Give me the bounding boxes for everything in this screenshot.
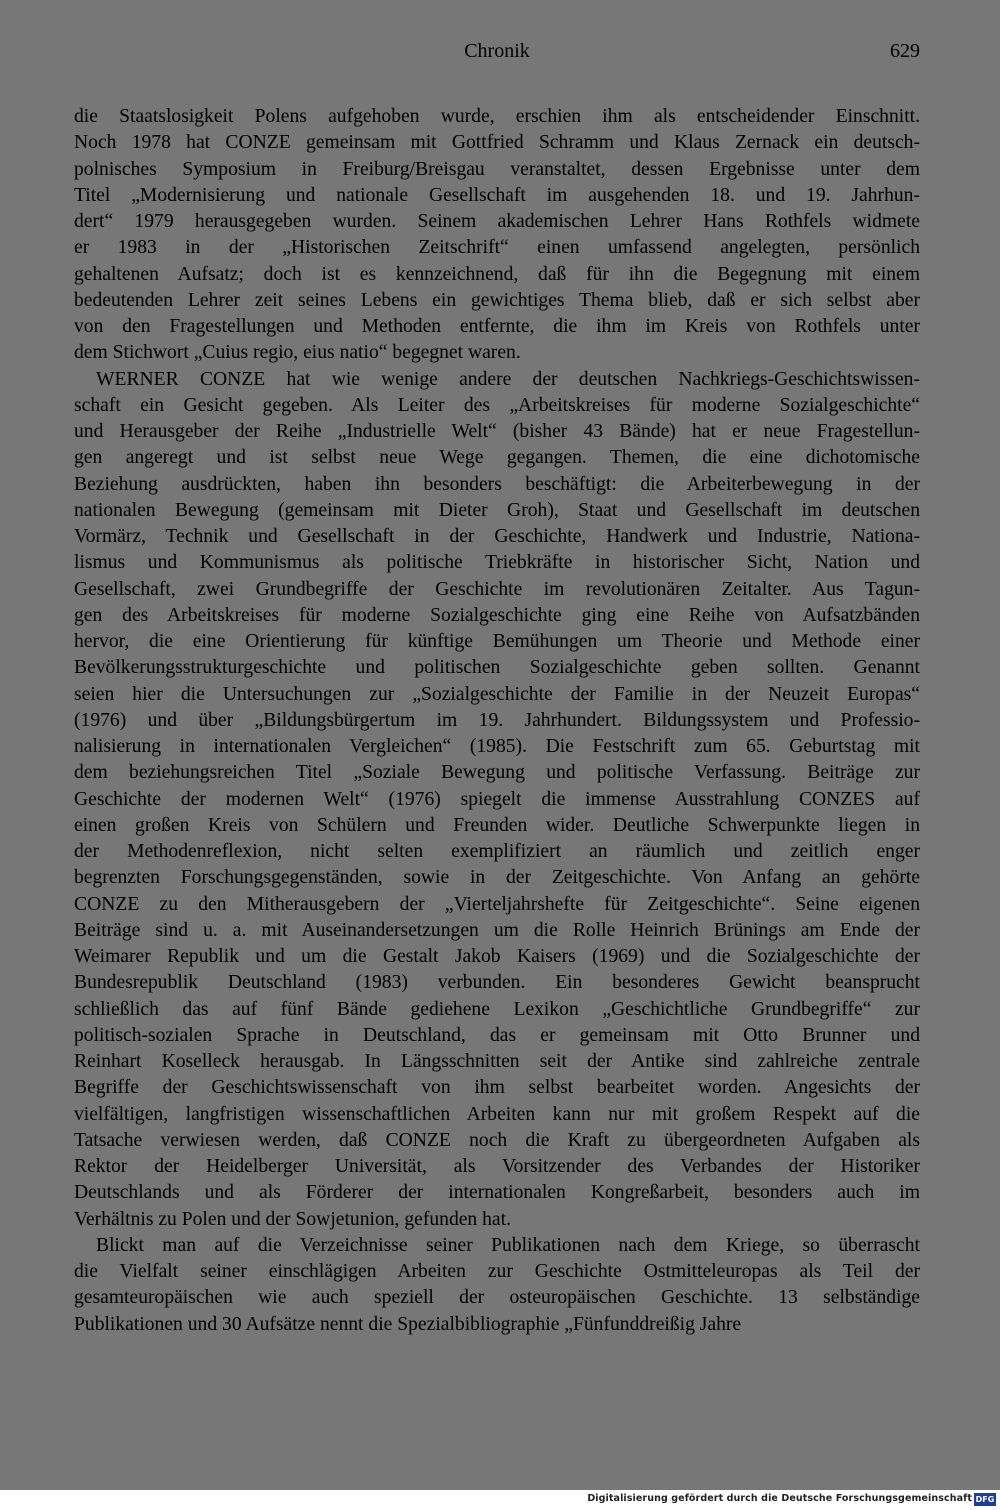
text-line: Titel „Modernisierung und nationale Gesellschaft im ausgehenden 18. und 19. Jahrhun-	[74, 184, 920, 206]
text-line: Reinhart Koselleck herausgab. In Längsschnitten seit der Antike sind zahlreiche zentrale	[74, 1051, 920, 1072]
text-line: schließlich das auf fünf Bände gediehene Lexikon „Geschichtliche Grundbegriffe“ zur	[74, 998, 920, 1020]
text-line: politisch-sozialen Sprache in Deutschland, das er gemeinsam mit Otto Brunner und	[74, 1024, 920, 1046]
text-line: von den Fragestellungen und Methoden entfernte, die ihm im Kreis von Rothfels unter	[74, 316, 920, 337]
text-line: er 1983 in der „Historischen Zeitschrift“ einen umfassend angelegten, persönlich	[74, 237, 920, 259]
text-line: Bundesrepublik Deutschland (1983) verbunden. Ein besonderes Gewicht beansprucht	[74, 972, 920, 994]
text-line: vielfältigen, langfristigen wissenschaftlichen Arbeiten kann nur mit großem Respekt auf die	[74, 1103, 920, 1125]
page-number: 629	[890, 40, 920, 62]
text-line: und Herausgeber der Reihe „Industrielle Welt“ (bisher 43 Bände) hat er neue Fragestellun-	[74, 421, 920, 442]
text-line: Deutschlands und als Förderer der internationalen Kongreßarbeit, besonders auch im	[74, 1182, 920, 1204]
text-line: Noch 1978 hat CONZE gemeinsam mit Gottfried Schramm und Klaus Zernack ein deutsch-	[74, 132, 920, 154]
text-line: Verhältnis zu Polen und der Sowjetunion, gefunden hat.	[74, 1208, 511, 1230]
text-line: nationalen Bewegung (gemeinsam mit Dieter Groh), Staat und Gesellschaft im deutschen	[74, 499, 920, 521]
digitization-footer	[0, 1490, 1000, 1510]
text-line: Weimarer Republik und um die Gestalt Jakob Kaisers (1969) und die Sozialgeschichte der	[74, 946, 920, 967]
text-line: seien hier die Untersuchungen zur „Sozialgeschichte der Familie in der Neuzeit Europas“	[74, 683, 920, 705]
paragraph	[74, 104, 920, 367]
text-line: schaft ein Gesicht gegeben. Als Leiter des „Arbeitskreises für moderne Sozialgeschichte“	[74, 394, 920, 416]
paragraph	[74, 1233, 920, 1338]
text-line: Begriffe der Geschichtswissenschaft von ihm selbst bearbeitet worden. Angesichts der	[74, 1077, 920, 1099]
text-line: die Vielfalt seiner einschlägigen Arbeiten zur Geschichte Ostmitteleuropas als Teil der	[74, 1261, 920, 1282]
text-line: Geschichte der modernen Welt“ (1976) spiegelt die immense Ausstrahlung CONZES auf	[74, 788, 920, 810]
text-line: lismus und Kommunismus als politische Triebkräfte in historischer Sicht, Nation und	[74, 552, 920, 574]
text-line: dem beziehungsreichen Titel „Soziale Bewegung und politische Verfassung. Beiträge zur	[74, 762, 920, 784]
text-line: Rektor der Heidelberger Universität, als Vorsitzender des Verbandes der Historiker	[74, 1156, 920, 1177]
text-line: bedeutenden Lehrer zeit seines Lebens ein gewichtiges Thema blieb, daß er sich selbst aber	[74, 289, 920, 311]
funding-credit: Digitalisierung gefördert durch die Deutsche Forschungsgemeinschaft	[587, 1493, 972, 1504]
paragraph	[74, 367, 920, 1233]
text-line: gehaltenen Aufsatz; doch ist es kennzeichnend, daß für ihn die Begegnung mit einem	[74, 263, 920, 285]
text-line: nalisierung in internationalen Vergleichen“ (1985). Die Festschrift zum 65. Geburtstag mit	[74, 736, 920, 757]
text-line: Bevölkerungsstrukturgeschichte und politischen Sozialgeschichte geben sollten. Genannt	[74, 657, 920, 679]
dfg-logo: DFG	[975, 1495, 995, 1504]
text-line: polnisches Symposium in Freiburg/Breisgau veranstaltet, dessen Ergebnisse unter dem	[74, 158, 920, 180]
text-line: (1976) und über „Bildungsbürgertum im 19. Jahrhundert. Bildungssystem und Professio-	[74, 709, 920, 731]
text-line: Publikationen und 30 Aufsätze nennt die Spezialbibliographie „Fünfunddreißig Jahre	[74, 1313, 742, 1335]
text-line: Tatsache verwiesen werden, daß CONZE noch die Kraft zu übergeordneten Aufgaben als	[74, 1129, 920, 1151]
text-line: Beziehung ausdrückten, haben ihn besonders beschäftigt: die Arbeiterbewegung in der	[74, 473, 920, 495]
text-line: gen angeregt und ist selbst neue Wege gegangen. Themen, die eine dichotomische	[74, 447, 920, 469]
text-line: die Staatslosigkeit Polens aufgehoben wurde, erschien ihm als entscheidender Einschnitt.	[74, 106, 920, 127]
text-line: CONZE zu den Mitherausgebern der „Vierteljahrshefte für Zeitgeschichte“. Seine eigenen	[74, 893, 920, 915]
text-line: gesamteuropäischen wie auch speziell der osteuropäischen Geschichte. 13 selbständige	[74, 1287, 920, 1309]
text-line: Beiträge sind u. a. mit Auseinandersetzungen um die Rolle Heinrich Brünings am Ende der	[74, 919, 920, 941]
text-line: einen großen Kreis von Schülern und Freunden wider. Deutliche Schwerpunkte liegen in	[74, 814, 920, 836]
text-line: dert“ 1979 herausgegeben wurden. Seinem akademischen Lehrer Hans Rothfels widmete	[74, 211, 920, 232]
body-text	[74, 104, 920, 1338]
text-line: Blickt man auf die Verzeichnisse seiner Publikationen nach dem Kriege, so überrascht	[96, 1234, 920, 1256]
running-title: Chronik	[464, 40, 530, 62]
text-line: hervor, die eine Orientierung für künftige Bemühungen um Theorie und Methode einer	[74, 631, 920, 652]
text-line: Vormärz, Technik und Gesellschaft in der Geschichte, Handwerk und Industrie, Nationa-	[74, 526, 920, 547]
text-line: der Methodenreflexion, nicht selten exemplifiziert an räumlich und zeitlich enger	[74, 841, 920, 862]
text-line: begrenzten Forschungsgegenständen, sowie in der Zeitgeschichte. Von Anfang an gehörte	[74, 867, 920, 889]
text-line: Gesellschaft, zwei Grundbegriffe der Geschichte im revolutionären Zeitalter. Aus Tagun-	[74, 578, 920, 600]
running-header	[74, 40, 920, 70]
text-line: dem Stichwort „Cuius regio, eius natio“ begegnet waren.	[74, 342, 521, 364]
text-line: gen des Arbeitskreises für moderne Sozialgeschichte ging eine Reihe von Aufsatzbänden	[74, 604, 920, 626]
text-line: WERNER CONZE hat wie wenige andere der deutschen Nachkriegs-Geschichtswissen-	[96, 368, 920, 390]
